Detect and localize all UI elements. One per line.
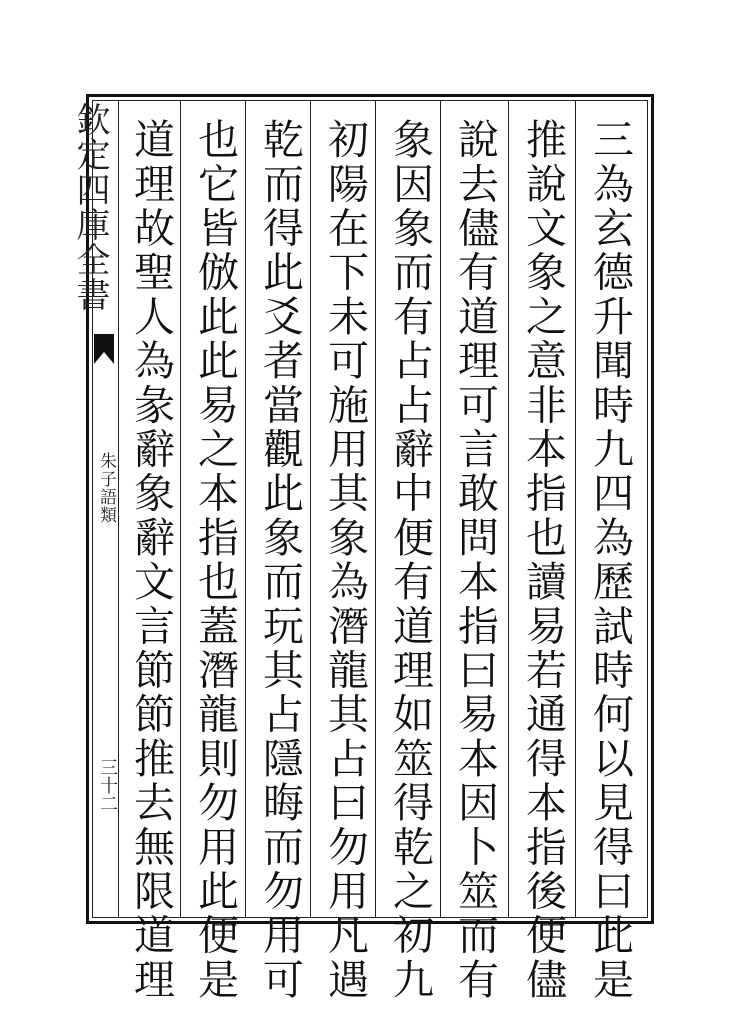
text-column-1: 三為玄德升聞時九四為歷試時何以見得曰此是 [586,118,634,1002]
column-rule [180,100,181,918]
column-rule [118,100,119,918]
column-rule [375,100,376,918]
margin-work-title: 朱子語類 [96,452,116,524]
text-column-2: 推說文象之意非本指也讀易若通得本指後便儘 [519,118,567,1002]
text-column-6: 乾而得此爻者當觀此象而玩其占隱晦而勿用可 [256,118,304,1002]
text-column-3: 說去儘有道理可言敢問本指曰易本因卜筮而有 [451,118,499,1002]
text-column-8: 道理故聖人為彖辭象辭文言節節推去無限道理 [127,118,175,1002]
text-column-5: 初陽在下未可施用其象為潛龍其占曰勿用凡遇 [321,118,369,1002]
text-column-7: 也它皆倣此此易之本指也蓋潛龍則勿用此便是 [191,118,239,1002]
margin-page-number: 三十二 [97,758,118,812]
margin-book-title: 欽定四庫全書 [70,102,110,312]
column-rule [310,100,311,918]
column-rule [440,100,441,918]
text-column-4: 象因象而有占占辭中便有道理如筮得乾之初九 [386,118,434,1002]
column-rule [508,100,509,918]
column-rule [245,100,246,918]
column-rule [575,100,576,918]
